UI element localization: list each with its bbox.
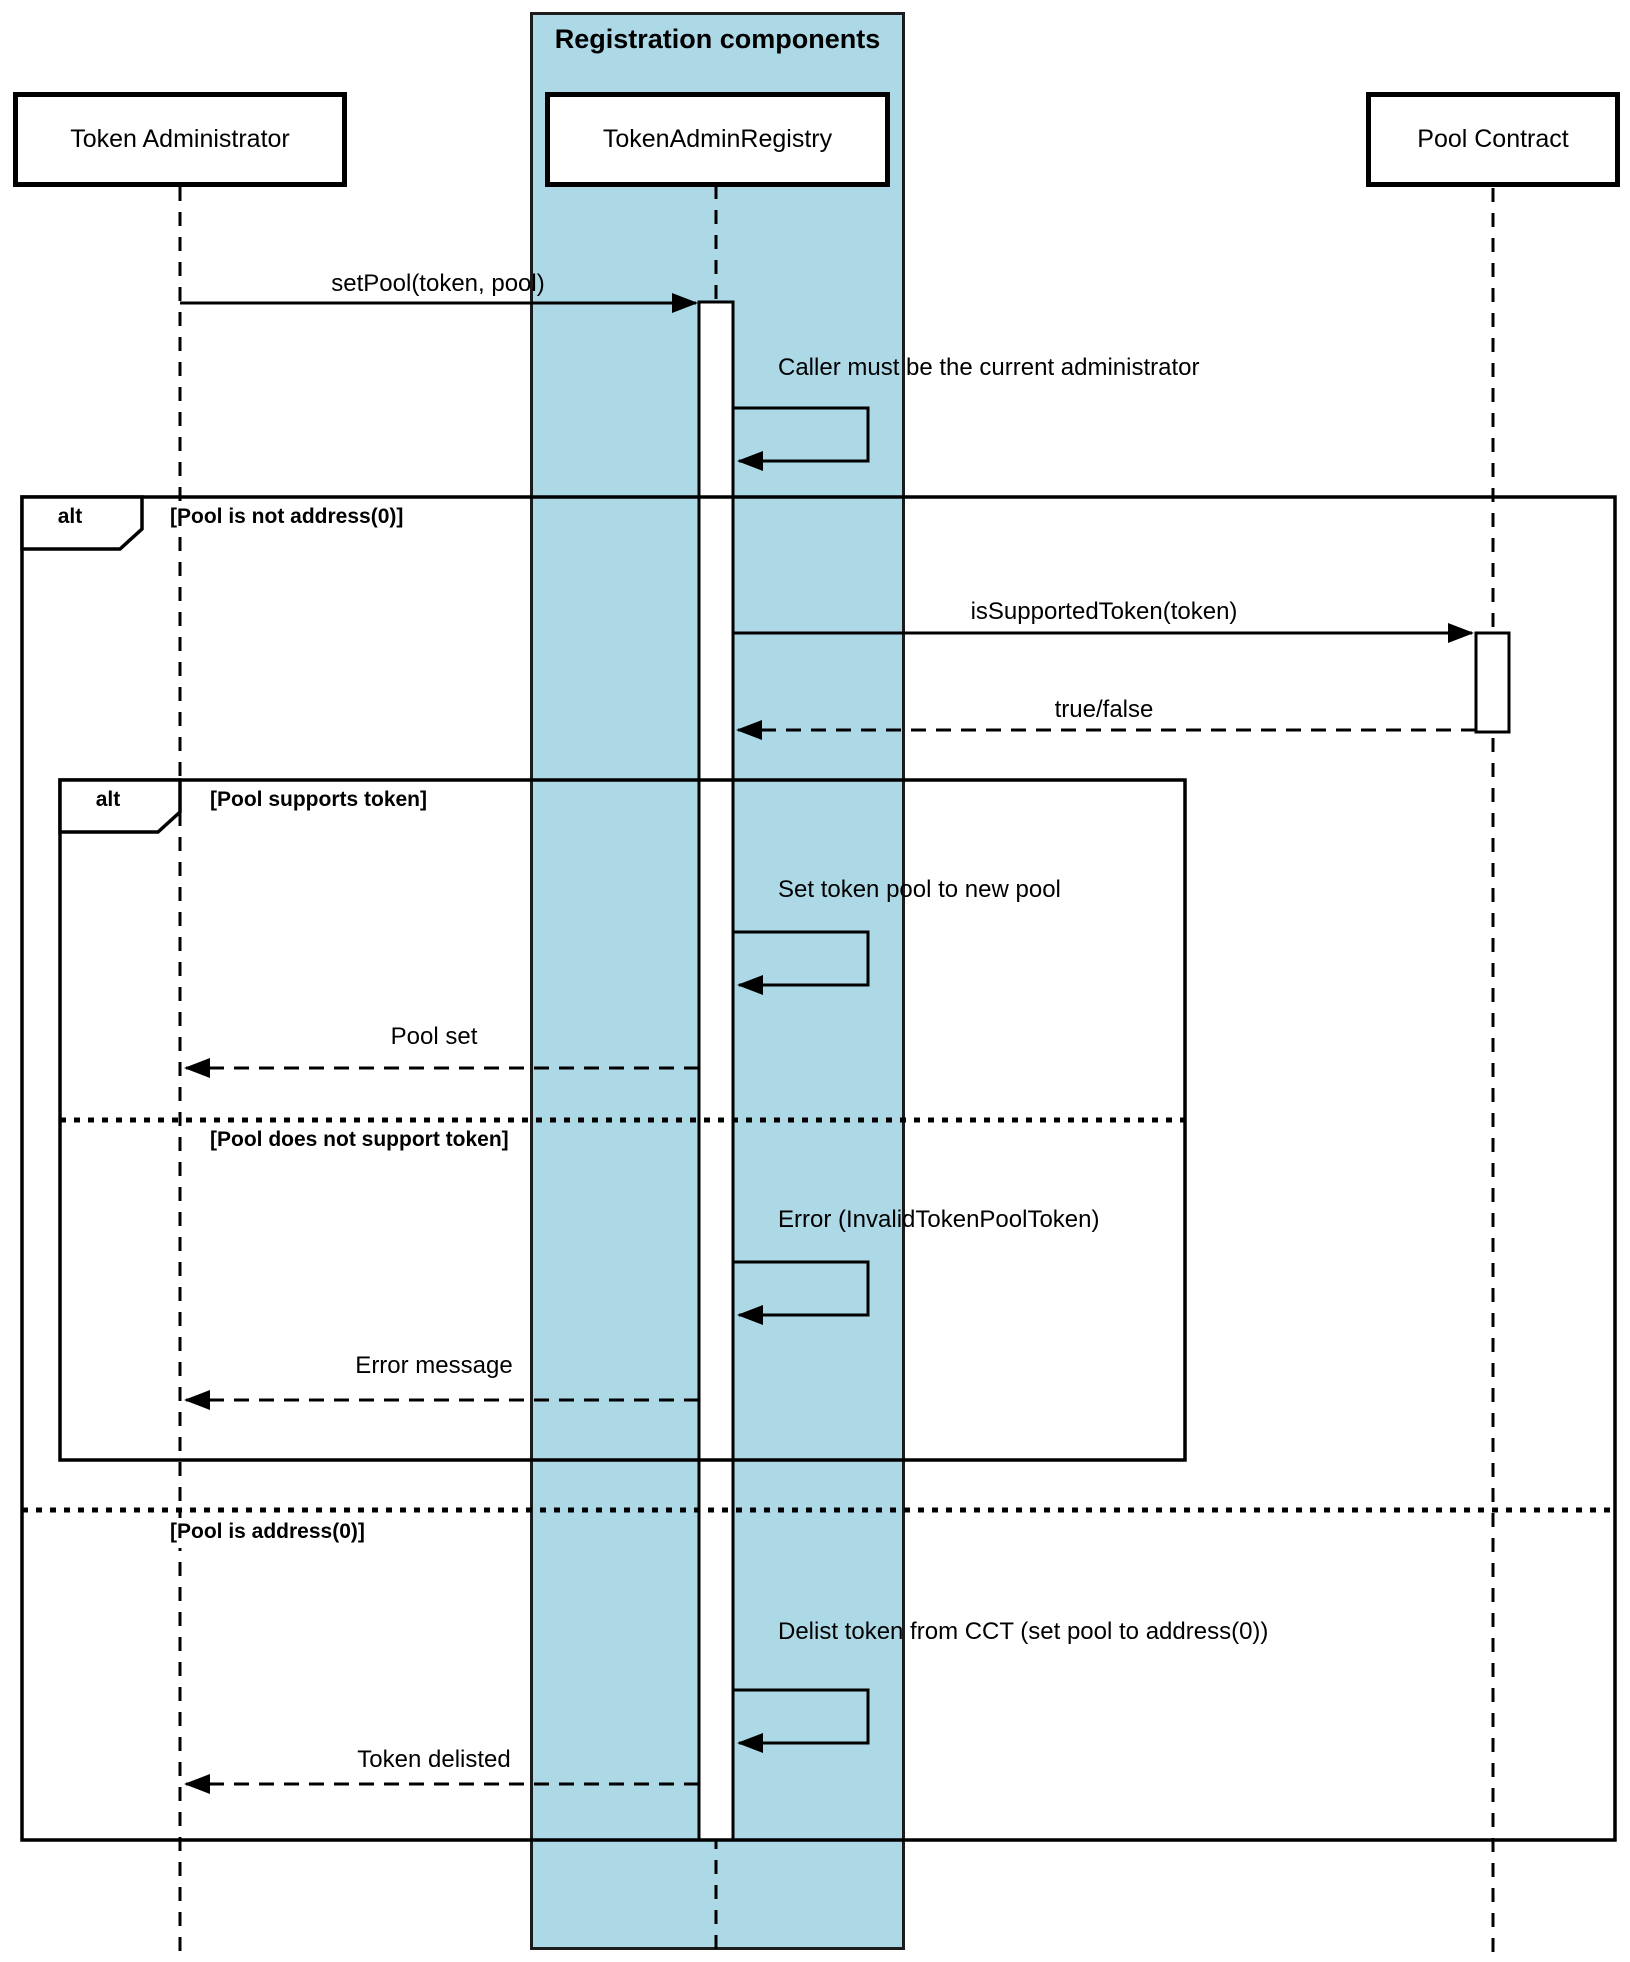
frame-title: Registration components: [554, 24, 881, 54]
guard-pool-is-address0: [Pool is address(0)]: [168, 1518, 373, 1548]
participant-label: Pool Contract: [1417, 125, 1569, 153]
label-setpool: setPool(token, pool): [331, 270, 545, 297]
guard-pool-supports-token: [Pool supports token]: [210, 788, 427, 811]
label-set-token-pool: Set token pool to new pool: [778, 876, 1061, 903]
registry-activation-bar: [699, 302, 733, 1840]
label-delist-token: Delist token from CCT (set pool to address(0)): [778, 1618, 1269, 1645]
label-token-delisted: Token delisted: [357, 1746, 511, 1773]
participant-pool-contract: [1366, 92, 1620, 187]
set-token-pool-self-arrow: [733, 932, 868, 985]
label-caller-check: Caller must be the current administrator: [778, 354, 1200, 381]
participant-token-admin-registry: [545, 92, 890, 187]
outer-alt-operator-label: alt: [57, 505, 83, 528]
label-error-message: Error message: [355, 1352, 513, 1379]
participant-label: TokenAdminRegistry: [602, 125, 833, 153]
error-invalid-self-arrow: [733, 1262, 868, 1315]
label-issupportedtoken: isSupportedToken(token): [970, 598, 1238, 625]
label-error-invalid: Error (InvalidTokenPoolToken): [778, 1206, 1100, 1233]
label-truefalse: true/false: [1054, 696, 1154, 723]
participant-label: Token Administrator: [70, 125, 290, 153]
guard-pool-does-not-support-token: [Pool does not support token]: [208, 1126, 517, 1156]
caller-check-self-arrow: [733, 408, 868, 461]
guard-pool-not-address0: [Pool is not address(0)]: [170, 505, 404, 528]
delist-token-self-arrow: [733, 1690, 868, 1743]
participant-token-administrator: [13, 92, 347, 187]
inner-alt-operator-label: alt: [95, 788, 121, 811]
pool-activation-bar: [1476, 633, 1509, 732]
label-pool-set: Pool set: [390, 1023, 478, 1050]
